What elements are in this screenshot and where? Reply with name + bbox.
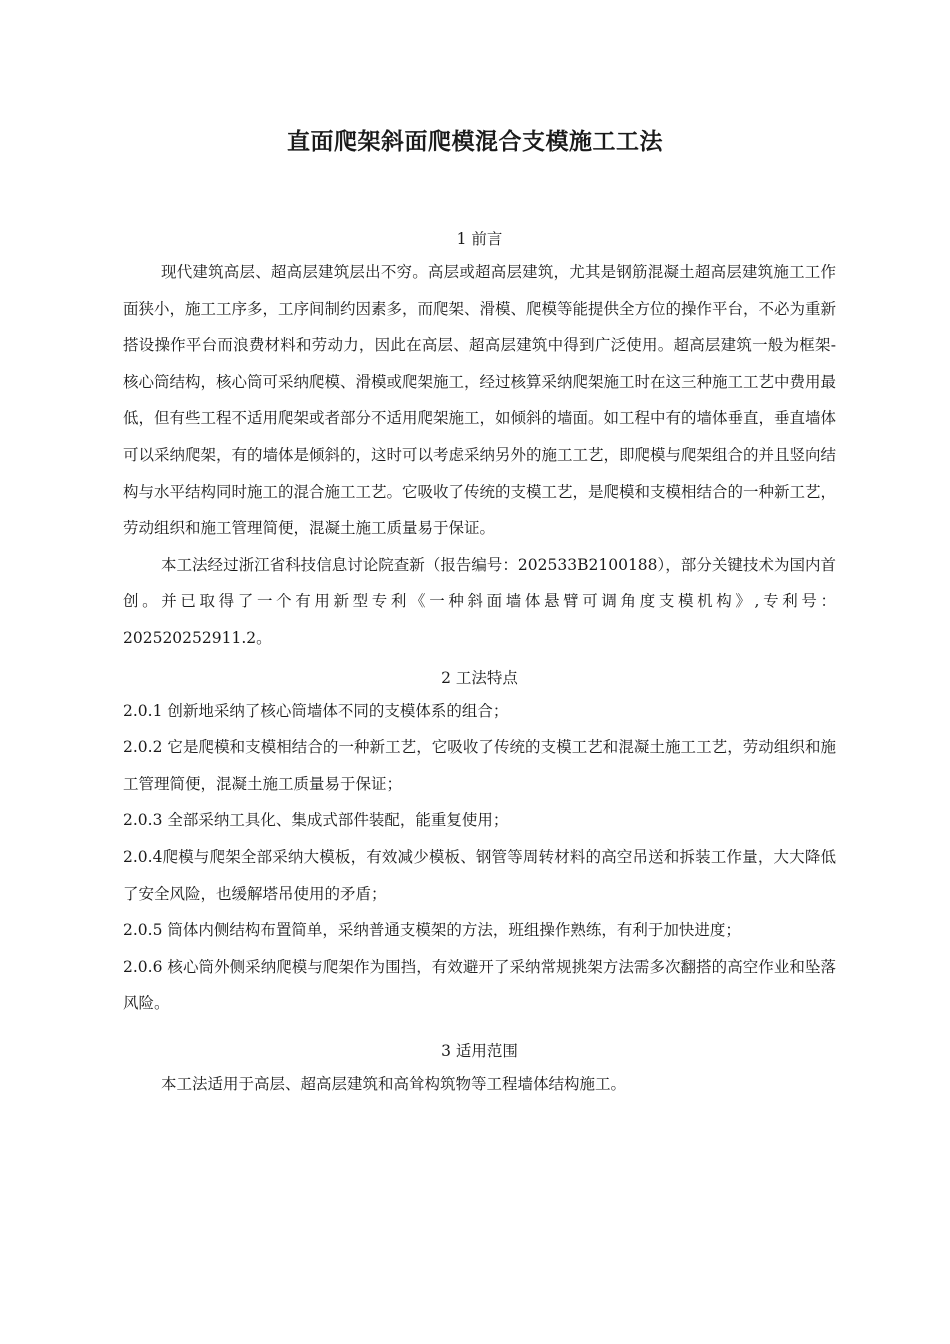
scope-paragraph: 本工法适用于高层、超高层建筑和高耸构筑物等工程墙体结构施工。 (161, 1074, 627, 1093)
feature-item: 2.0.4爬模与爬架全部采纳大模板，有效减少模板、钢管等周转材料的高空吊送和拆装工作量，大大降低了安全风险，也缓解塔吊使用的矛盾； (123, 847, 836, 903)
section-heading-preface: 1 前言 (456, 230, 503, 248)
feature-item: 2.0.6 核心筒外侧采纳爬模与爬架作为围挡，有效避开了采纳常规挑架方法需多次翻搭的高空作业和坠落风险。 (123, 957, 836, 1013)
feature-item: 2.0.5 筒体内侧结构布置简单，采纳普通支模架的方法，班组操作熟练，有利于加快进度； (123, 921, 741, 940)
document-body (123, 224, 836, 1102)
feature-item: 2.0.1 创新地采纳了核心筒墙体不同的支模体系的组合； (123, 701, 509, 720)
preface-paragraph: 本工法经过浙江省科技信息讨论院查新（报告编号：202533B2100188），部分关键技术为国内首创。并已取得了一个有用新型专利《一种斜面墙体悬臂可调角度支模机构》,专利号：202520252911.2。 (123, 555, 836, 647)
feature-item: 2.0.3 全部采纳工具化、集成式部件装配，能重复使用； (123, 811, 509, 830)
document-title: 直面爬架斜面爬模混合支模施工工法 (287, 129, 663, 155)
feature-item: 2.0.2 它是爬模和支模相结合的一种新工艺，它吸收了传统的支模工艺和混凝土施工工艺，劳动组织和施工管理简便，混凝土施工质量易于保证； (123, 738, 836, 793)
section-heading-scope: 3 适用范围 (441, 1041, 518, 1060)
preface-paragraph: 现代建筑高层、超高层建筑层出不穷。高层或超高层建筑，尤其是钢筋混凝土超高层建筑施工工作面狭小，施工工序多，工序间制约因素多，而爬架、滑模、爬模等能提供全方位的操作平台，不必为重新搭设操作平台而浪费材料和劳动力，因此在高层、超高层建筑中得到广泛使用。超高层建筑一般为框架-核心筒结构，核心筒可采纳爬模、滑模或爬架施工，经过核算采纳爬架施工时在这三种施工工艺中费用最低，但有些工程不适用爬架或者部分不适用爬架施工，如倾斜的墙面。如工程中有的墙体垂直，垂直墙体可以采纳爬架，有的墙体是倾斜的，这时可以考虑采纳另外的施工工艺，即爬模与爬架组合的并且竖向结构与水平结构同时施工的混合施工工艺。它吸收了传统的支模工艺，是爬模和支模相结合的一种新工艺，劳动组织和施工管理简便，混凝土施工质量易于保证。 (123, 263, 837, 538)
section-heading-features: 2 工法特点 (441, 668, 518, 687)
